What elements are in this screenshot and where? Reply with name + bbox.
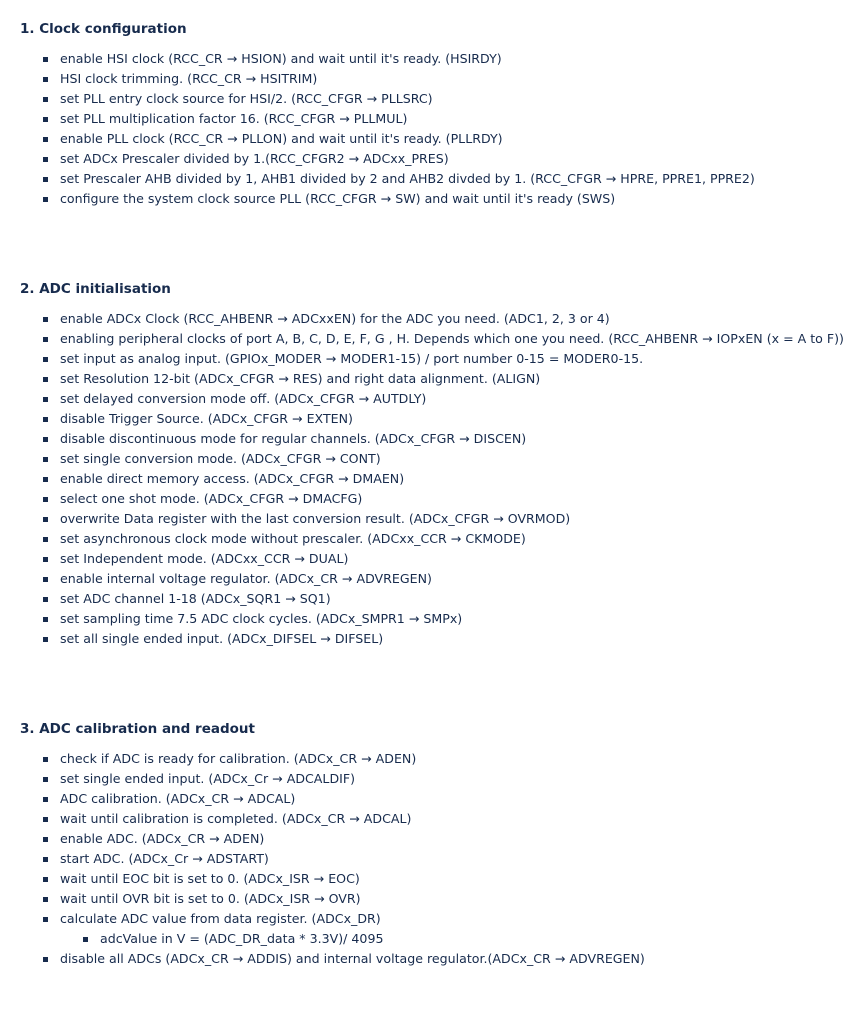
list-item-text: set single ended input. (ADCx_Cr → ADCALDIF) (60, 771, 356, 786)
list-item-text: set Resolution 12-bit (ADCx_CFGR → RES) and right data alignment. (ALIGN) (60, 371, 541, 386)
bullet-icon (43, 317, 48, 322)
list-item (42, 549, 844, 569)
list-item-text: enable ADC. (ADCx_CR → ADEN) (60, 831, 265, 846)
list-item-text: set Prescaler AHB divided by 1, AHB1 divided by 2 and AHB2 divded by 1. (RCC_CFGR → HPRE, PPRE1, PPRE2) (60, 171, 755, 186)
bullet-icon (43, 197, 48, 202)
bullet-icon (43, 617, 48, 622)
bullet-icon (43, 517, 48, 522)
list-item-text: set single conversion mode. (ADCx_CFGR → CONT) (60, 451, 381, 466)
bullet-icon (43, 377, 48, 382)
list-item (42, 949, 645, 969)
list-item-text: disable discontinuous mode for regular channels. (ADCx_CFGR → DISCEN) (60, 431, 527, 446)
bullet-icon (43, 357, 48, 362)
list-item (42, 89, 755, 109)
bullet-icon (43, 437, 48, 442)
list-item-text: adcValue in V = (ADC_DR_data * 3.3V)/ 4095 (100, 931, 384, 946)
list-item (42, 469, 844, 489)
bullet-icon (43, 897, 48, 902)
list-item-text: calculate ADC value from data register. (ADCx_DR) (60, 911, 381, 926)
section-heading: 3. ADC calibration and readout (20, 721, 255, 737)
list-item (42, 369, 844, 389)
list-item (42, 329, 844, 349)
list-item-text: overwrite Data register with the last conversion result. (ADCx_CFGR → OVRMOD) (60, 511, 571, 526)
list-item (42, 49, 755, 69)
list-item (42, 389, 844, 409)
bullet-icon (43, 837, 48, 842)
list-item (42, 809, 645, 829)
list-item-text: disable Trigger Source. (ADCx_CFGR → EXTEN) (60, 411, 353, 426)
list-item (42, 769, 645, 789)
bullet-icon (43, 817, 48, 822)
list-item-text: HSI clock trimming. (RCC_CR → HSITRIM) (60, 71, 318, 86)
bullet-icon (43, 877, 48, 882)
list-item (42, 189, 755, 209)
list-item (42, 869, 645, 889)
bullet-icon (43, 337, 48, 342)
list-item-text: set input as analog input. (GPIOx_MODER → MODER1-15) / port number 0-15 = MODER0-15. (60, 351, 644, 366)
list-item-text: enable ADCx Clock (RCC_AHBENR → ADCxxEN) for the ADC you need. (ADC1, 2, 3 or 4) (60, 311, 610, 326)
bullet-icon (43, 597, 48, 602)
list-item (42, 629, 844, 649)
list-item-text: ADC calibration. (ADCx_CR → ADCAL) (60, 791, 296, 806)
bullet-icon (43, 857, 48, 862)
list-item (42, 509, 844, 529)
list-item (42, 309, 844, 329)
bullet-icon (83, 937, 88, 942)
list-item (42, 849, 645, 869)
section-adc-calibration-readout (20, 719, 840, 966)
list-item-text: start ADC. (ADCx_Cr → ADSTART) (60, 851, 269, 866)
bullet-icon (43, 557, 48, 562)
bullet-icon (43, 57, 48, 62)
bullet-icon (43, 457, 48, 462)
list-item-text: set ADC channel 1-18 (ADCx_SQR1 → SQ1) (60, 591, 331, 606)
list-item-text: wait until EOC bit is set to 0. (ADCx_ISR → EOC) (60, 871, 360, 886)
bullet-icon (43, 497, 48, 502)
list-item (42, 349, 844, 369)
list-item-text: enabling peripheral clocks of port A, B, C, D, E, F, G , H. Depends which one you need. (RCC_AHBENR → IOPxEN (x = A to F)) (60, 331, 844, 346)
bullet-icon (43, 477, 48, 482)
list-item-text: wait until OVR bit is set to 0. (ADCx_ISR → OVR) (60, 891, 361, 906)
list-item (42, 489, 844, 509)
bullet-icon (43, 137, 48, 142)
list-item (42, 429, 844, 449)
section-clock-configuration (20, 19, 840, 206)
list-item (42, 889, 645, 909)
list-item (42, 789, 645, 809)
item-list (42, 49, 755, 209)
item-list (42, 749, 645, 969)
list-item-text: configure the system clock source PLL (RCC_CFGR → SW) and wait until it's ready (SWS) (60, 191, 616, 206)
list-item (42, 129, 755, 149)
bullet-icon (43, 77, 48, 82)
list-item-text: set asynchronous clock mode without prescaler. (ADCxx_CCR → CKMODE) (60, 531, 526, 546)
list-item-text: set delayed conversion mode off. (ADCx_CFGR → AUTDLY) (60, 391, 427, 406)
section-heading: 2. ADC initialisation (20, 281, 171, 297)
list-item (42, 449, 844, 469)
bullet-icon (43, 577, 48, 582)
bullet-icon (43, 537, 48, 542)
list-item-text: enable HSI clock (RCC_CR → HSION) and wait until it's ready. (HSIRDY) (60, 51, 502, 66)
bullet-icon (43, 797, 48, 802)
list-item-text: check if ADC is ready for calibration. (ADCx_CR → ADEN) (60, 751, 417, 766)
list-item-text: set sampling time 7.5 ADC clock cycles. (ADCx_SMPR1 → SMPx) (60, 611, 463, 626)
bullet-icon (43, 777, 48, 782)
sub-list-item (42, 929, 645, 949)
list-item-text: wait until calibration is completed. (ADCx_CR → ADCAL) (60, 811, 412, 826)
list-item-text: enable internal voltage regulator. (ADCx_CR → ADVREGEN) (60, 571, 432, 586)
bullet-icon (43, 417, 48, 422)
list-item (42, 829, 645, 849)
bullet-icon (43, 917, 48, 922)
list-item (42, 409, 844, 429)
list-item-text: select one shot mode. (ADCx_CFGR → DMACFG) (60, 491, 363, 506)
bullet-icon (43, 97, 48, 102)
list-item-text: set ADCx Prescaler divided by 1.(RCC_CFGR2 → ADCxx_PRES) (60, 151, 449, 166)
list-item (42, 909, 645, 929)
section-adc-initialisation (20, 279, 844, 646)
list-item-text: set all single ended input. (ADCx_DIFSEL → DIFSEL) (60, 631, 384, 646)
bullet-icon (43, 157, 48, 162)
bullet-icon (43, 957, 48, 962)
list-item (42, 609, 844, 629)
list-item-text: set PLL entry clock source for HSI/2. (RCC_CFGR → PLLSRC) (60, 91, 433, 106)
list-item-text: set PLL multiplication factor 16. (RCC_CFGR → PLLMUL) (60, 111, 408, 126)
list-item (42, 149, 755, 169)
list-item (42, 169, 755, 189)
list-item (42, 529, 844, 549)
list-item (42, 589, 844, 609)
bullet-icon (43, 397, 48, 402)
section-heading: 1. Clock configuration (20, 21, 187, 37)
list-item (42, 569, 844, 589)
list-item-text: enable direct memory access. (ADCx_CFGR → DMAEN) (60, 471, 405, 486)
list-item (42, 69, 755, 89)
bullet-icon (43, 117, 48, 122)
list-item (42, 109, 755, 129)
list-item (42, 749, 645, 769)
list-item-text: enable PLL clock (RCC_CR → PLLON) and wait until it's ready. (PLLRDY) (60, 131, 503, 146)
list-item-text: set Independent mode. (ADCxx_CCR → DUAL) (60, 551, 349, 566)
list-item-text: disable all ADCs (ADCx_CR → ADDIS) and internal voltage regulator.(ADCx_CR → ADVREGEN) (60, 951, 645, 966)
bullet-icon (43, 177, 48, 182)
bullet-icon (43, 637, 48, 642)
bullet-icon (43, 757, 48, 762)
item-list (42, 309, 844, 649)
